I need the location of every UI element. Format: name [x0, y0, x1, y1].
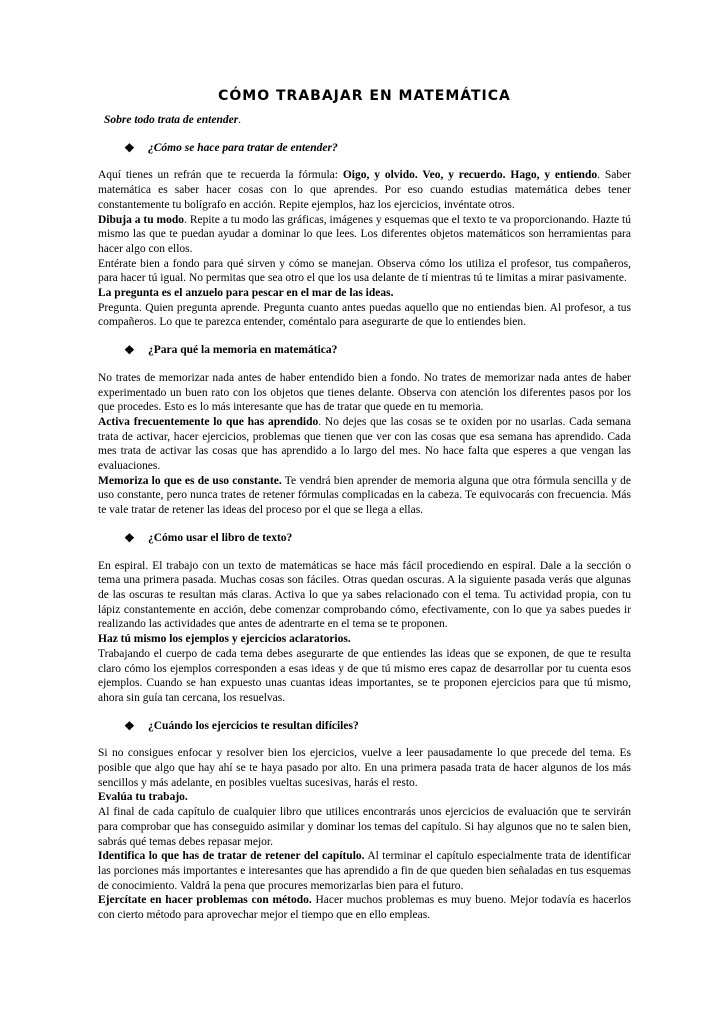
text-run: Trabajando el cuerpo de cada tema debes asegurarte de que entiendes las ideas que se exponen, de que te resulta claro cómo los ejemplos corresponden a esas ideas y de que tú mismo eres capaz de desarrollar por tu cuenta esos ejemplos. Cuando se han expuesto unas cuantas ideas importantes, se te proponen ejercicios para que tú mismo, ahora sin guía tan cercana, los resuelvas.: [98, 647, 631, 704]
text-run: No trates de memorizar nada antes de haber entendido bien a fondo. No trates de memorizar nada antes de haber experimentado un buen rato con los objetos que tienes delante. Observa con atención los diferentes pasos por los que procedes. Esto es lo más interesante que has de tratar que quede en tu memoria.: [98, 371, 631, 414]
text-run: . Repite a tu modo las gráficas, imágenes y esquemas que el texto te va proporcionando. Hazte tú mismo las que te puedan ayudar a dominar lo que lees. Los diferentes objetos matemáticos son herramientas para hacer algo con ellos.: [98, 213, 631, 255]
text-run: Al terminar el capítulo especialmente trata de identificar las porciones más importantes e interesantes que has aprendido a fin de que queden bien señaladas en tus esquemas de conocimiento. Valdrá la pena que procures memorizarlas bien para el futuro.: [98, 850, 632, 892]
page-title: CÓMO TRABAJAR EN MATEMÁTICA: [218, 88, 511, 104]
section-question-text: ¿Cómo se hace para tratar de entender?: [148, 141, 338, 154]
diamond-bullet-icon: ❖: [124, 530, 135, 545]
bold-text: Identifica lo que has de tratar de retener del capítulo.: [98, 850, 365, 863]
bold-text: Activa frecuentemente lo que has aprendido: [98, 415, 319, 428]
diamond-bullet-icon: ❖: [124, 718, 135, 733]
section-body: [98, 371, 631, 518]
bold-text: Memoriza lo que es de uso constante.: [98, 474, 282, 487]
text-run: Pregunta. Quien pregunta aprende. Pregunta cuanto antes puedas aquello que no entiendas bien. Al profesor, a tus compañeros. Lo que te parezca entender, coméntalo para asegurarte de que lo entiendes bien.: [98, 301, 631, 329]
section-body: [98, 746, 631, 922]
text-run: En espiral. El trabajo con un texto de matemáticas se hace más fácil procediendo en espiral. Dale a la sección o tema una primera pasada. Muchas cosas son fáciles. Otras quedan oscuras. A la siguiente pasada verás que algunas de las oscuras te resultan más claras. Activa lo que ya sabes relacionado con el tema. Tu actividad propia, con tu lápiz constantemente en acción, debe comenzar comprobando cómo, efectivamente, con lo que ya sabes puedes ir realizando las actividades que antes de adentrarte en el tema se te proponen.: [98, 559, 631, 631]
paragraph: [98, 213, 631, 257]
paragraph: [98, 415, 631, 474]
section-body: [98, 559, 631, 706]
section-question-text: ¿Cómo usar el libro de texto?: [148, 531, 293, 544]
sections-container: [98, 141, 631, 923]
paragraph: [98, 286, 631, 301]
subtitle: [104, 113, 631, 128]
text-run: Hacer muchos problemas es muy bueno. Mejor todavía es hacerlos con cierto método para aprovechar mejor el tiempo que en ello empleas.: [98, 894, 631, 922]
text-run: Al final de cada capítulo de cualquier libro que utilices encontrarás unos ejercicios de evaluación que te servirán para comprobar que has conseguido asimilar y dominar los temas del capítulo. Si hay algunos que no te salen bien, sabrás qué temas debes repasar mejor.: [98, 806, 631, 848]
section-question: [124, 719, 631, 734]
diamond-bullet-icon: ❖: [124, 343, 135, 358]
subtitle-text: Sobre todo trata de entender: [104, 114, 239, 126]
text-run: . No dejes que las cosas se te oxiden por no usarlas. Cada semana trata de activar, hacer ejercicios, problemas que tienen que ver con las cosas que esa semana has aprendido. Cada mes trata de activar las cosas que has aprendido a lo largo del mes. No hace falta que esperes a que vengan las evaluaciones.: [98, 415, 631, 473]
section-question: [124, 141, 631, 156]
text-run: Entérate bien a fondo para qué sirven y cómo se manejan. Observa cómo los utiliza el profesor, tus compañeros, para hacer tú igual. No permitas que sea otro el que los usa delante de tí mientras tú te limitas a mirar pasivamente.: [98, 257, 631, 285]
text-run: Si no consigues enfocar y resolver bien los ejercicios, vuelve a leer pausadamente lo que precede del tema. Es posible que algo que hay ahí se te haya pasado por alto. En una primera pasada trata de hacer algunos de los más sencillos y más adelante, en posibles vueltas sucesivas, harás el resto.: [98, 747, 631, 789]
paragraph: [98, 746, 631, 790]
document-page: [98, 86, 631, 936]
bold-text: Ejercítate en hacer problemas con método.: [98, 894, 312, 907]
bold-text: Oigo, y olvido. Veo, y recuerdo. Hago, y entiendo: [342, 169, 598, 182]
bold-text: Dibuja a tu modo: [98, 213, 185, 226]
paragraph: [98, 849, 631, 893]
paragraph: [98, 168, 631, 212]
paragraph: [98, 371, 631, 415]
text-run: Te vendrá bien aprender de memoria alguna que otra fórmula sencilla y de uso constante, pero nunca trates de retener fórmulas complicadas en la cabeza. Te equivocarás con frecuencia. Más te vale tratar de retener las ideas del proceso por el que se llega a ellas.: [98, 474, 631, 517]
paragraph: [98, 647, 631, 706]
bold-text: Haz tú mismo los ejemplos y ejercicios aclaratorios.: [98, 633, 351, 646]
paragraph: [98, 301, 631, 330]
section-question: [124, 531, 631, 546]
section-question: [124, 343, 631, 358]
section-body: [98, 168, 631, 330]
paragraph: [98, 257, 631, 286]
bold-text: Evalúa tu trabajo.: [98, 791, 188, 804]
paragraph: [98, 474, 631, 518]
paragraph: [98, 559, 631, 633]
bold-text: La pregunta es el anzuelo para pescar en el mar de las ideas.: [98, 287, 394, 300]
paragraph: [98, 790, 631, 805]
diamond-bullet-icon: ❖: [124, 140, 135, 155]
text-run: Aquí tienes un refrán que te recuerda la fórmula:: [98, 169, 343, 182]
subtitle-period: .: [238, 114, 242, 126]
text-run: . Saber matemática es saber hacer cosas con lo que aprendes. Por eso cuando estudias matemática debes tener constantemente tu bolígrafo en acción. Repite ejemplos, haz los ejercicios, invéntate otros.: [98, 169, 632, 211]
paragraph: [98, 893, 631, 922]
paragraph: [98, 632, 631, 647]
section-question-text: ¿Para qué la memoria en matemática?: [148, 344, 338, 357]
section-question-text: ¿Cuándo los ejercicios te resultan difíciles?: [148, 719, 359, 732]
paragraph: [98, 805, 631, 849]
